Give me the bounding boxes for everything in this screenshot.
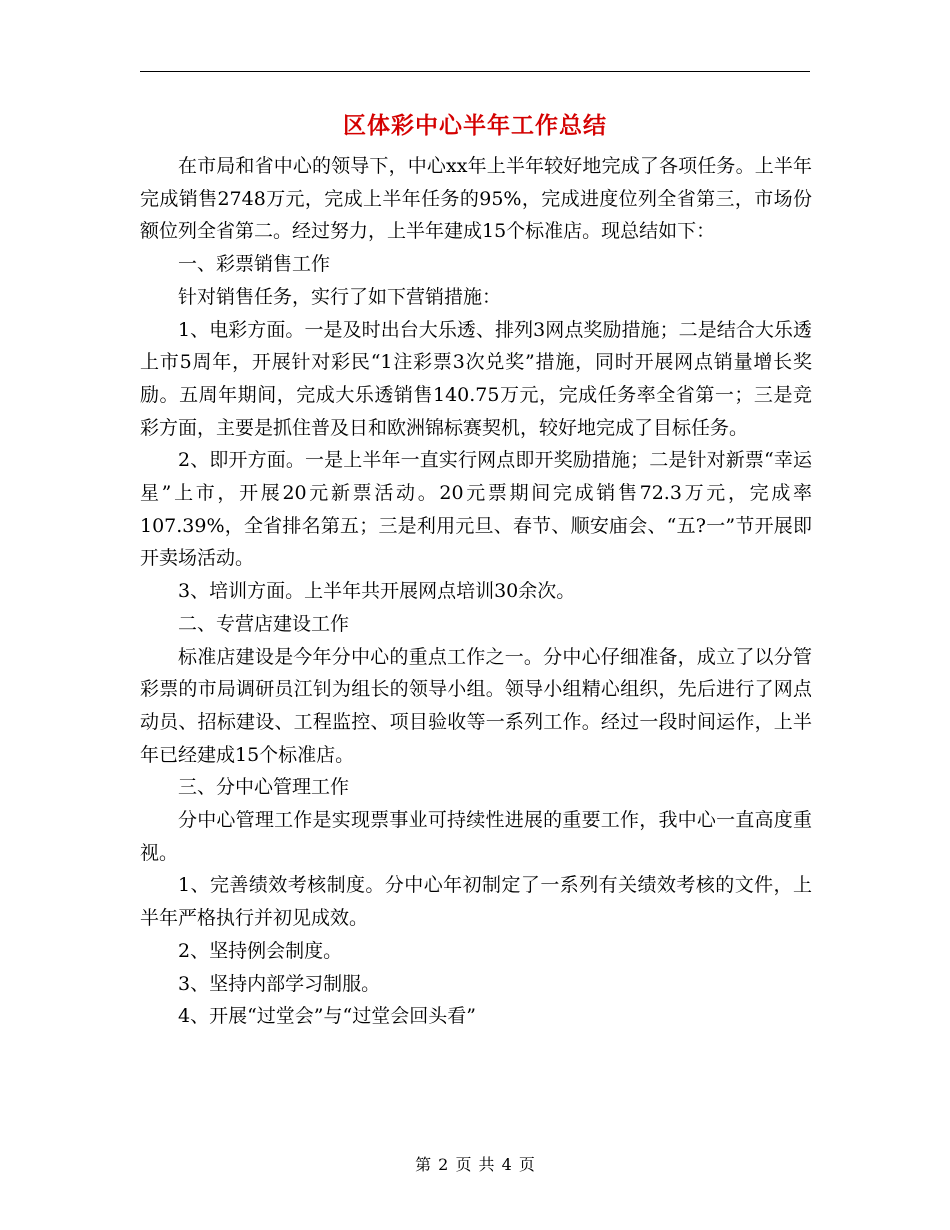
paragraph-instant-lottery: 2、即开方面。一是上半年一直实行网点即开奖励措施；二是针对新票“幸运星”上市，开展20元新票活动。20元票期间完成销售72.3万元，完成率107.39%，全省排名第五；三是利用元旦、春节、顺安庙会、“五?一”节开展即开卖场活动。 (140, 449, 812, 570)
header-rule (140, 71, 810, 72)
paragraph-study: 3、坚持内部学习制服。 (178, 972, 381, 995)
section-heading-store-building: 二、专营店建设工作 (178, 612, 350, 635)
document-body (140, 150, 812, 1033)
paragraph-store-building: 标准店建设是今年分中心的重点工作之一。分中心仔细准备，成立了以分管彩票的市局调研员江钊为组长的领导小组。领导小组精心组织，先后进行了网点动员、招标建设、工程监控、项目验收等一系列工作。经过一段时间运作，上半年已经建成15个标准店。 (140, 645, 812, 766)
paragraph-management-intro: 分中心管理工作是实现票事业可持续性进展的重要工作，我中心一直高度重视。 (140, 809, 812, 864)
paragraph-intro: 在市局和省中心的领导下，中心xx年上半年较好地完成了各项任务。上半年完成销售2748万元，完成上半年任务的95%，完成进度位列全省第三，市场份额位列全省第二。经过努力，上半年建成15个标准店。现总结如下： (140, 155, 812, 243)
document-title: 区体彩中心半年工作总结 (343, 112, 607, 139)
paragraph-performance: 1、完善绩效考核制度。分中心年初制定了一系列有关绩效考核的文件，上半年严格执行并初见成效。 (140, 874, 812, 930)
paragraph-electronic-lottery: 1、电彩方面。一是及时出台大乐透、排列3网点奖励措施；二是结合大乐透上市5周年，开展针对彩民“1注彩票3次兑奖”措施，同时开展网点销量增长奖励。五周年期间，完成大乐透销售140.75万元，完成任务率全省第一；三是竞彩方面，主要是抓住普及日和欧洲锦标赛契机，较好地完成了目标任务。 (140, 318, 812, 439)
paragraph-review: 4、开展“过堂会”与“过堂会回头看” (178, 1005, 476, 1028)
section-heading-sales: 一、彩票销售工作 (178, 253, 331, 276)
paragraph-meetings: 2、坚持例会制度。 (178, 939, 343, 962)
page-footer: 第 2 页 共 4 页 (415, 1155, 535, 1174)
paragraph-training: 3、培训方面。上半年共开展网点培训30余次。 (178, 580, 576, 603)
paragraph-sales-intro: 针对销售任务，实行了如下营销措施： (178, 285, 502, 308)
section-heading-management: 三、分中心管理工作 (178, 776, 350, 799)
